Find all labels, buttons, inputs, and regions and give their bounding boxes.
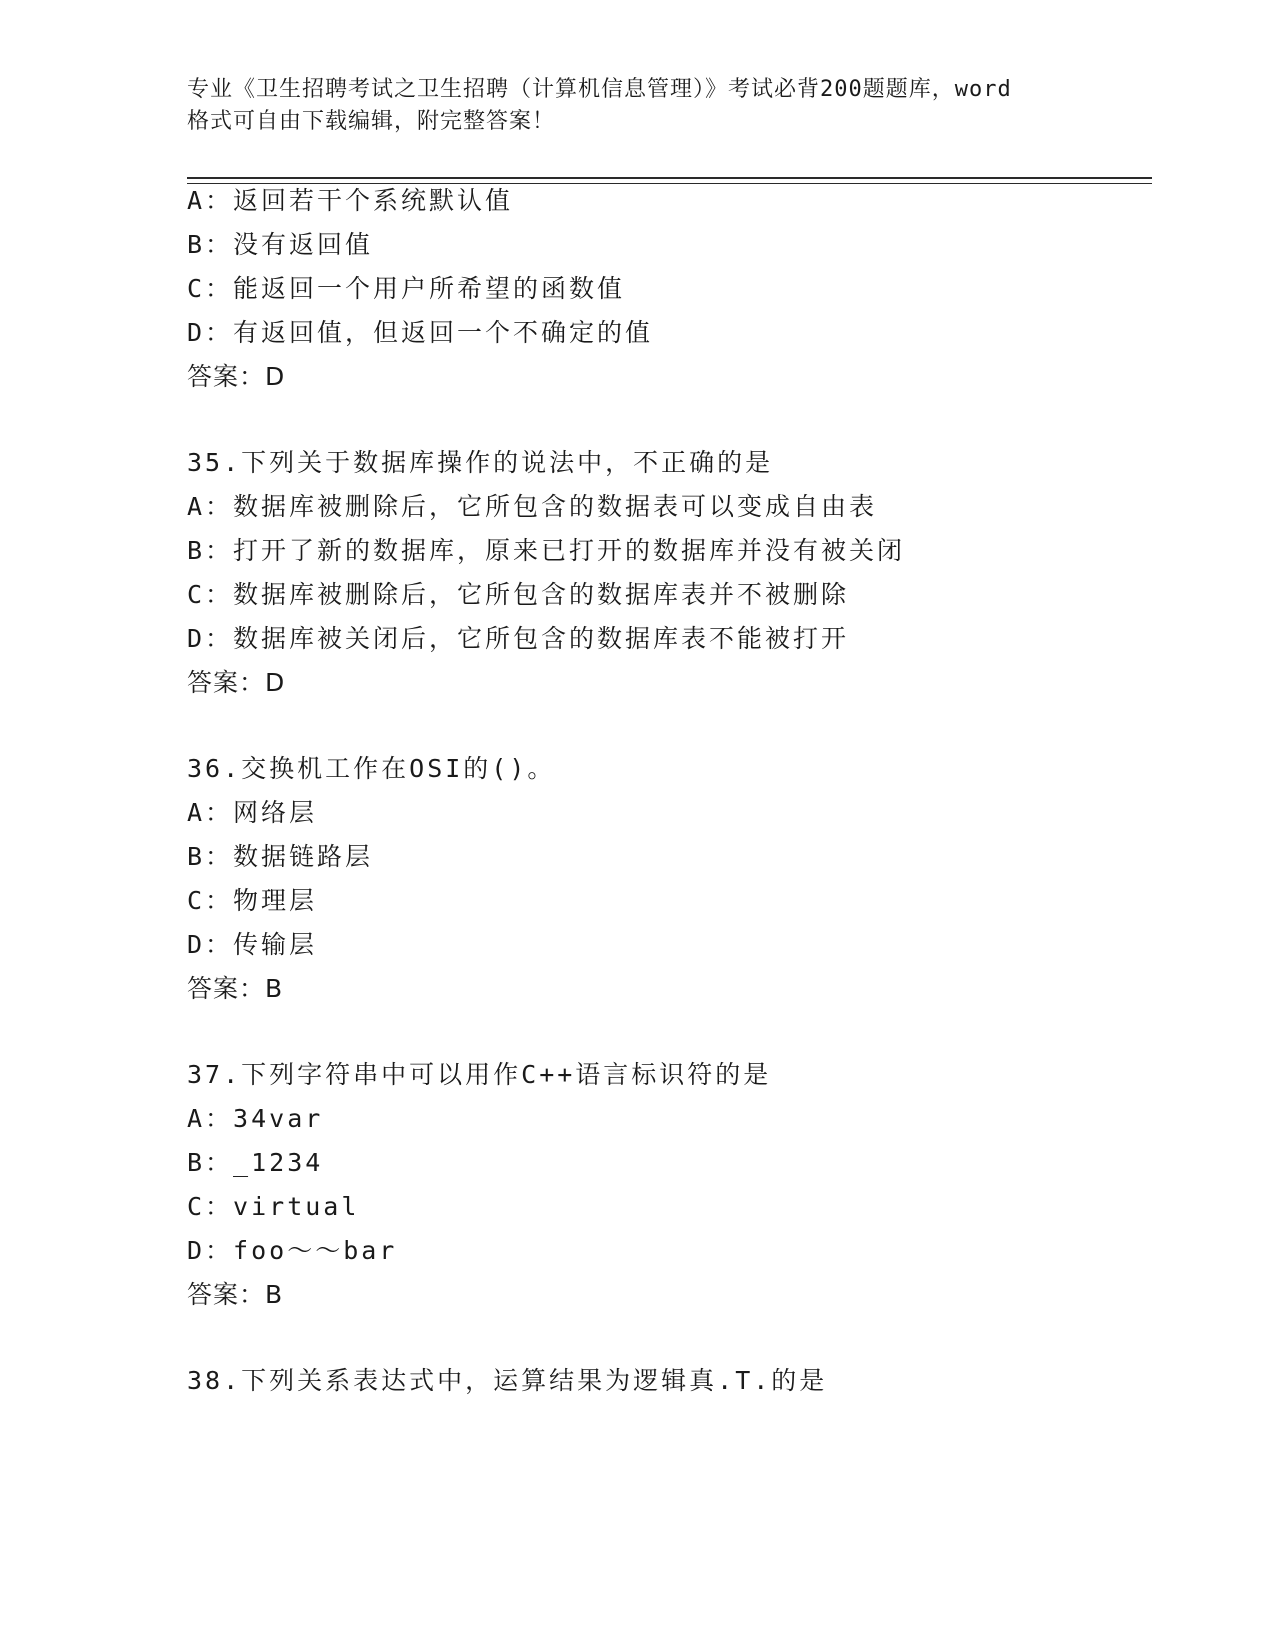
q35-option-a: A：数据库被删除后，它所包含的数据表可以变成自由表 bbox=[187, 492, 878, 521]
header-divider-thin bbox=[187, 183, 1152, 184]
document-header bbox=[187, 74, 1087, 138]
q35-option-b: B：打开了新的数据库，原来已打开的数据库并没有被关闭 bbox=[187, 536, 906, 565]
q37-option-c: C：virtual bbox=[187, 1192, 360, 1221]
q37-question: 37.下列字符串中可以用作C++语言标识符的是 bbox=[187, 1060, 772, 1089]
q36-question: 36.交换机工作在OSI的()。 bbox=[187, 754, 556, 783]
q36-answer: 答案：B bbox=[187, 974, 284, 1003]
q34-option-b: B：没有返回值 bbox=[187, 230, 374, 259]
q36-option-a: A：网络层 bbox=[187, 798, 318, 827]
q37-option-a: A：34var bbox=[187, 1104, 324, 1133]
q36-option-b: B：数据链路层 bbox=[187, 842, 374, 871]
q38-question: 38.下列关系表达式中，运算结果为逻辑真.T.的是 bbox=[187, 1366, 828, 1395]
q34-option-a: A：返回若干个系统默认值 bbox=[187, 186, 514, 215]
q37-option-b: B：_1234 bbox=[187, 1148, 324, 1177]
q34-answer: 答案：D bbox=[187, 362, 286, 391]
q35-option-c: C：数据库被删除后，它所包含的数据库表并不被删除 bbox=[187, 580, 850, 609]
header-line-2: 格式可自由下载编辑，附完整答案！ bbox=[187, 109, 556, 134]
q34-option-d: D：有返回值，但返回一个不确定的值 bbox=[187, 318, 654, 347]
q35-question: 35.下列关于数据库操作的说法中，不正确的是 bbox=[187, 448, 774, 477]
q35-answer: 答案：D bbox=[187, 668, 286, 697]
header-line-1: 专业《卫生招聘考试之卫生招聘（计算机信息管理）》考试必背200题题库，word bbox=[187, 77, 1012, 102]
q34-option-c: C：能返回一个用户所希望的函数值 bbox=[187, 274, 626, 303]
q37-answer: 答案：B bbox=[187, 1280, 284, 1309]
q36-option-c: C：物理层 bbox=[187, 886, 318, 915]
header-divider-thick bbox=[187, 177, 1152, 179]
q37-option-d: D：foo～～bar bbox=[187, 1236, 398, 1265]
q35-option-d: D：数据库被关闭后，它所包含的数据库表不能被打开 bbox=[187, 624, 850, 653]
q36-option-d: D：传输层 bbox=[187, 930, 318, 959]
